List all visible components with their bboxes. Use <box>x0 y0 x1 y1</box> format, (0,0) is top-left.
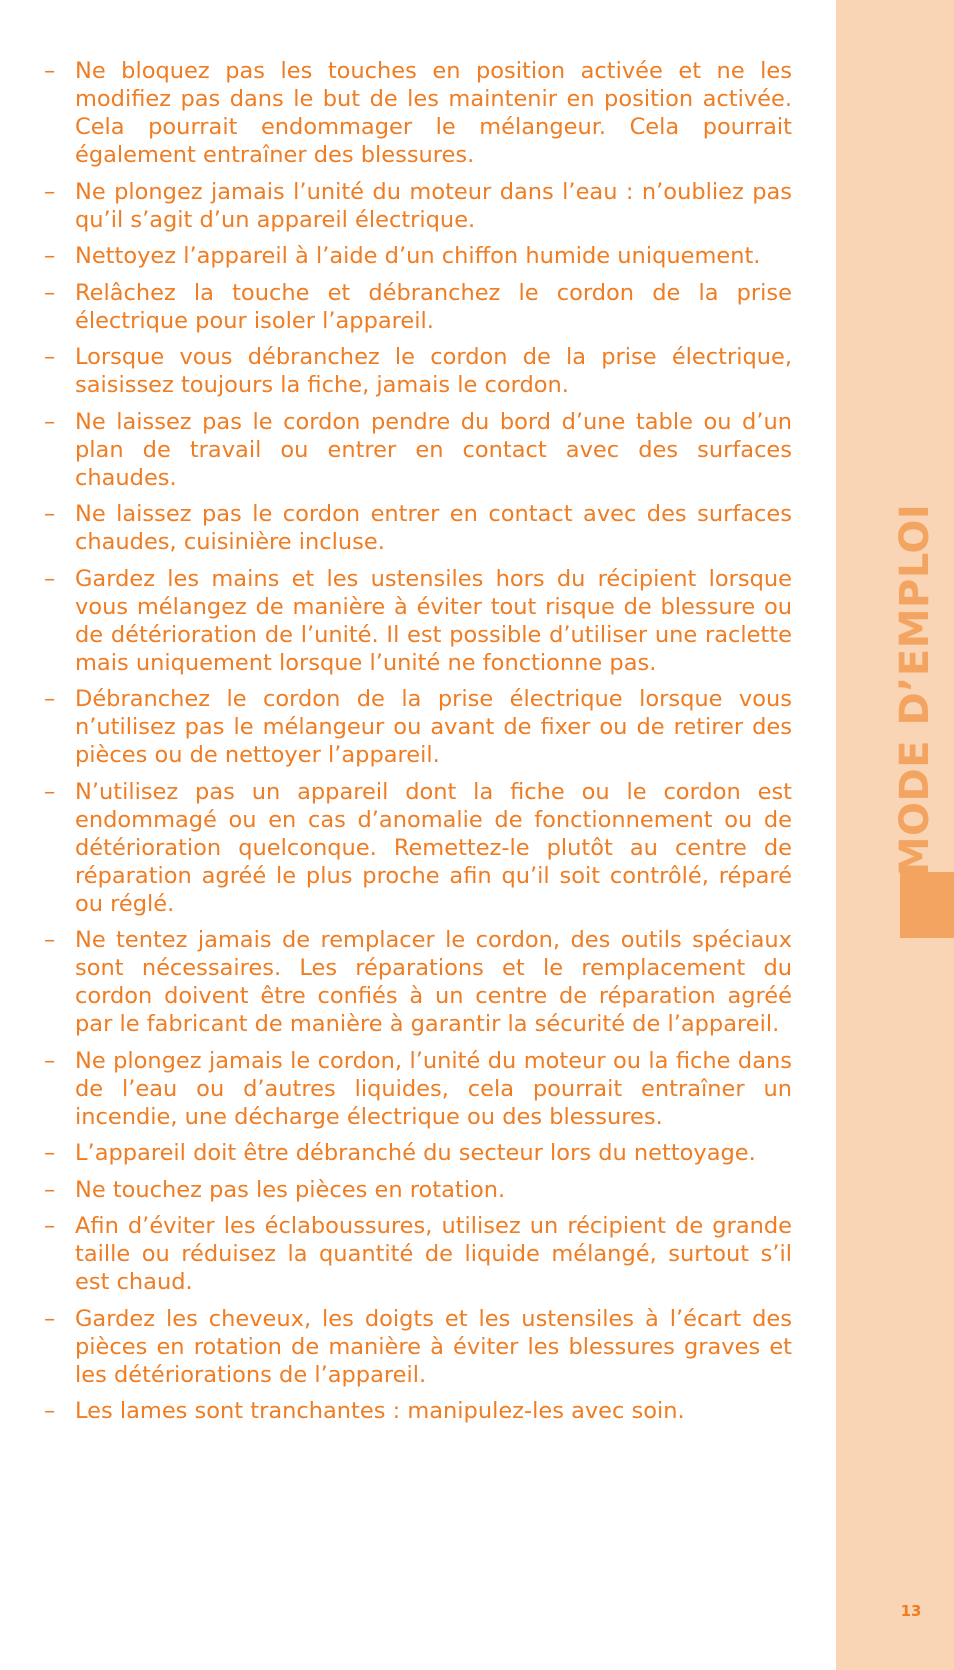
list-item <box>44 242 792 270</box>
dash-bullet: – <box>44 178 56 205</box>
dash-bullet: – <box>44 1305 56 1332</box>
dash-bullet: – <box>44 1398 56 1424</box>
list-item-text: Gardez les cheveux, les doigts et les ustensiles à l’écart des pièces en rotation de manière à éviter les blessures graves et les détériorations de l’appareil. <box>75 1305 792 1388</box>
dash-bullet: – <box>44 1047 56 1074</box>
list-item <box>44 685 792 769</box>
list-item-text: L’appareil doit être débranché du secteur lors du nettoyage. <box>75 1140 756 1166</box>
dash-bullet: – <box>44 243 56 269</box>
list-item-text: Ne plongez jamais le cordon, l’unité du moteur ou la fiche dans de l’eau ou d’autres liquides, cela pourrait entraîner un incendie, une décharge électrique ou des blessures. <box>75 1047 792 1130</box>
list-item <box>44 565 792 677</box>
list-item-text: Ne touchez pas les pièces en rotation. <box>75 1176 506 1203</box>
dash-bullet: – <box>44 686 56 712</box>
dash-bullet: – <box>44 58 56 84</box>
list-item-text: Nettoyez l’appareil à l’aide d’un chiffon humide uniquement. <box>75 243 761 269</box>
list-item <box>44 178 792 234</box>
page-number: 13 <box>900 1602 922 1620</box>
list-item <box>44 279 792 335</box>
list-item-text: Gardez les mains et les ustensiles hors du récipient lorsque vous mélangez de manière à éviter tout risque de blessure ou de détérioration de l’unité. Il est possible d’utiliser une raclette mais uniquement lorsque l’unité ne fonctionne pas. <box>75 565 792 676</box>
section-tab-marker <box>900 872 954 938</box>
dash-bullet: – <box>44 1140 56 1166</box>
dash-bullet: – <box>44 778 56 805</box>
list-item <box>44 1305 792 1389</box>
list-item-text: N’utilisez pas un appareil dont la fiche ou le cordon est endommagé ou en cas d’anomalie de fonctionnement ou de détérioration quelconque. Remettez-le plutôt au centre de réparation agréé le plus proche afin qu’il soit contrôlé, réparé ou réglé. <box>75 778 792 917</box>
list-item <box>44 778 792 918</box>
list-item-text: Ne tentez jamais de remplacer le cordon, des outils spéciaux sont nécessaires. Les réparations et le remplacement du cordon doivent être confiés à un centre de réparation agréé par le fabricant de manière à garantir la sécurité de l’appareil. <box>75 927 792 1037</box>
list-item-text: Les lames sont tranchantes : manipulez-les avec soin. <box>75 1398 685 1424</box>
list-item <box>44 926 792 1038</box>
dash-bullet: – <box>44 344 56 370</box>
list-item <box>44 500 792 556</box>
dash-bullet: – <box>44 279 56 306</box>
list-item-text: Ne plongez jamais l’unité du moteur dans l’eau : n’oubliez pas qu’il s’agit d’un appareil électrique. <box>75 178 792 233</box>
list-item <box>44 343 792 399</box>
safety-instructions-list <box>44 57 792 1434</box>
list-item-text: Afin d’éviter les éclaboussures, utilisez un récipient de grande taille ou réduisez la quantité de liquide mélangé, surtout s’il est chaud. <box>75 1213 792 1295</box>
list-item <box>44 1047 792 1131</box>
list-item-text: Lorsque vous débranchez le cordon de la prise électrique, saisissez toujours la fiche, jamais le cordon. <box>75 344 792 398</box>
dash-bullet: – <box>44 565 56 592</box>
dash-bullet: – <box>44 1176 56 1203</box>
dash-bullet: – <box>44 408 56 435</box>
dash-bullet: – <box>44 1213 56 1239</box>
list-item-text: Ne laissez pas le cordon pendre du bord d’une table ou d’un plan de travail ou entrer en contact avec des surfaces chaudes. <box>75 408 792 491</box>
list-item-text: Ne laissez pas le cordon entrer en contact avec des surfaces chaudes, cuisinière incluse. <box>75 501 792 555</box>
list-item <box>44 1176 792 1204</box>
list-item <box>44 57 792 169</box>
list-item-text: Relâchez la touche et débranchez le cordon de la prise électrique pour isoler l’appareil. <box>75 279 792 334</box>
list-item <box>44 1212 792 1296</box>
list-item <box>44 408 792 492</box>
list-item-text: Ne bloquez pas les touches en position activée et ne les modifiez pas dans le but de les maintenir en position activée. Cela pourrait endommager le mélangeur. Cela pourrait également entraîner des blessures. <box>75 58 792 168</box>
dash-bullet: – <box>44 501 56 527</box>
list-item <box>44 1397 792 1425</box>
section-title-vertical: MODE D’EMPLOI <box>892 503 938 877</box>
list-item <box>44 1139 792 1167</box>
list-item-text: Débranchez le cordon de la prise électrique lorsque vous n’utilisez pas le mélangeur ou avant de fixer ou de retirer des pièces ou de nettoyer l’appareil. <box>75 686 792 768</box>
dash-bullet: – <box>44 927 56 953</box>
